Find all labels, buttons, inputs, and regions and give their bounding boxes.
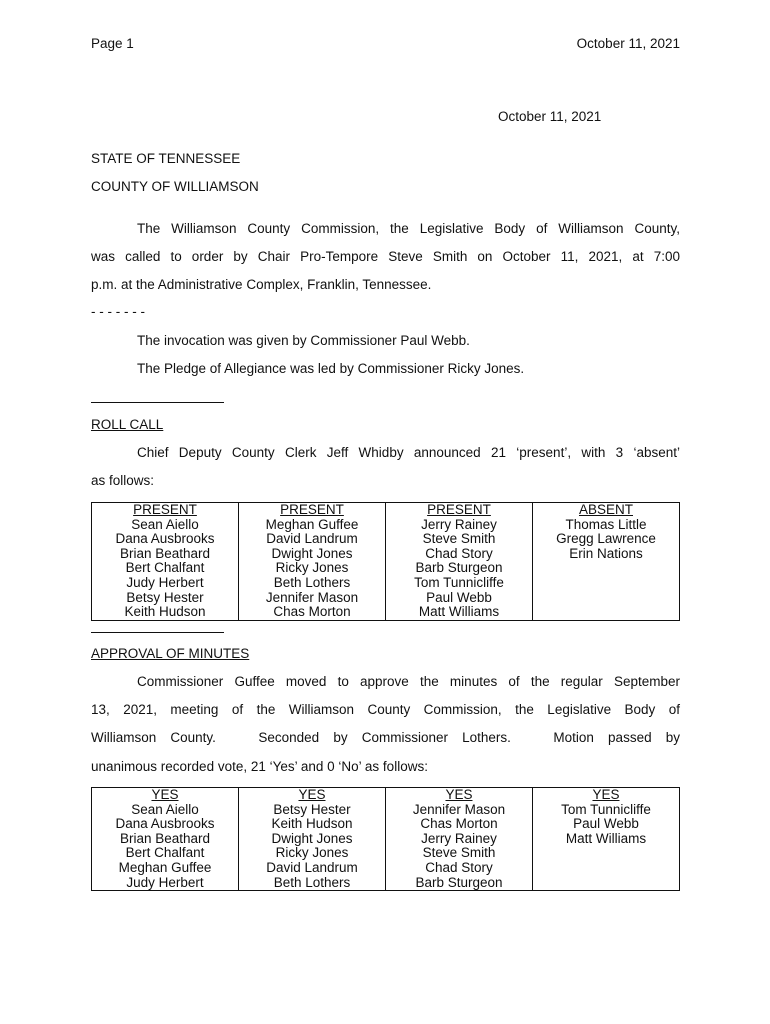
- table-row: [92, 547, 680, 562]
- column-header: YES: [92, 788, 239, 803]
- table-cell: Jennifer Mason: [239, 591, 386, 606]
- table-row: [92, 518, 680, 533]
- table-header-row: [92, 788, 680, 803]
- table-cell: Dwight Jones: [239, 547, 386, 562]
- table-cell: Steve Smith: [386, 846, 533, 861]
- table-cell: Judy Herbert: [92, 576, 239, 591]
- invocation-text: The invocation was given by Commissioner Paul Webb.: [137, 333, 470, 348]
- table-cell: Jennifer Mason: [386, 803, 533, 818]
- table-cell: Ricky Jones: [239, 561, 386, 576]
- table-cell: [533, 876, 680, 891]
- table-cell: Meghan Guffee: [239, 518, 386, 533]
- table-cell: Sean Aiello: [92, 803, 239, 818]
- table-cell: [533, 576, 680, 591]
- table-cell: Betsy Hester: [239, 803, 386, 818]
- table-cell: Jerry Rainey: [386, 518, 533, 533]
- table-cell: Beth Lothers: [239, 876, 386, 891]
- roll-call-line-2: as follows:: [91, 473, 155, 488]
- table-cell: Paul Webb: [386, 591, 533, 606]
- table-cell: Ricky Jones: [239, 846, 386, 861]
- minutes-line-1: Commissioner Guffee moved to approve the minutes of the regular September: [137, 674, 680, 689]
- table-cell: Barb Sturgeon: [386, 561, 533, 576]
- table-cell: Chad Story: [386, 547, 533, 562]
- pledge-text: The Pledge of Allegiance was led by Commissioner Ricky Jones.: [137, 361, 525, 376]
- minutes-vote-table: [91, 787, 680, 891]
- table-cell: Bert Chalfant: [92, 846, 239, 861]
- table-row: [92, 846, 680, 861]
- table-cell: Chas Morton: [386, 817, 533, 832]
- intro-line-2: was called to order by Chair Pro-Tempore Steve Smith on October 11, 2021, at 7:00: [91, 249, 680, 264]
- table-row: [92, 803, 680, 818]
- table-cell: Beth Lothers: [239, 576, 386, 591]
- table-cell: Judy Herbert: [92, 876, 239, 891]
- table-header-row: [92, 503, 680, 518]
- document-date: October 11, 2021: [498, 109, 602, 124]
- table-cell: Dana Ausbrooks: [92, 817, 239, 832]
- table-cell: Keith Hudson: [92, 605, 239, 620]
- intro-line-1: The Williamson County Commission, the Legislative Body of Williamson County,: [137, 221, 680, 236]
- table-cell: David Landrum: [239, 861, 386, 876]
- header-date: October 11, 2021: [576, 36, 680, 51]
- table-cell: Betsy Hester: [92, 591, 239, 606]
- table-row: [92, 876, 680, 891]
- column-header: YES: [386, 788, 533, 803]
- table-cell: Brian Beathard: [92, 832, 239, 847]
- roll-call-table: [91, 502, 680, 621]
- county-line: COUNTY OF WILLIAMSON: [91, 179, 259, 194]
- table-cell: Barb Sturgeon: [386, 876, 533, 891]
- table-cell: [533, 591, 680, 606]
- table-cell: [533, 861, 680, 876]
- table-cell: Bert Chalfant: [92, 561, 239, 576]
- column-header: ABSENT: [533, 503, 680, 518]
- column-header: YES: [239, 788, 386, 803]
- table-row: [92, 591, 680, 606]
- table-row: [92, 605, 680, 620]
- divider: [91, 632, 224, 633]
- table-row: [92, 861, 680, 876]
- table-cell: Thomas Little: [533, 518, 680, 533]
- table-cell: Matt Williams: [533, 832, 680, 847]
- table-row: [92, 576, 680, 591]
- table-cell: Paul Webb: [533, 817, 680, 832]
- table-cell: [533, 561, 680, 576]
- table-cell: Tom Tunnicliffe: [533, 803, 680, 818]
- table-cell: Dwight Jones: [239, 832, 386, 847]
- state-line: STATE OF TENNESSEE: [91, 151, 241, 166]
- minutes-line-2: 13, 2021, meeting of the Williamson County Commission, the Legislative Body of: [91, 702, 680, 717]
- table-cell: David Landrum: [239, 532, 386, 547]
- column-header: PRESENT: [92, 503, 239, 518]
- divider: [91, 402, 224, 403]
- table-cell: Meghan Guffee: [92, 861, 239, 876]
- table-row: [92, 817, 680, 832]
- column-header: PRESENT: [386, 503, 533, 518]
- table-cell: Steve Smith: [386, 532, 533, 547]
- page-number: Page 1: [91, 36, 134, 51]
- table-cell: Erin Nations: [533, 547, 680, 562]
- minutes-heading: APPROVAL OF MINUTES: [91, 646, 250, 661]
- table-cell: [533, 846, 680, 861]
- roll-call-line-1: Chief Deputy County Clerk Jeff Whidby announced 21 ‘present’, with 3 ‘absent’: [137, 445, 680, 460]
- table-row: [92, 561, 680, 576]
- table-cell: Dana Ausbrooks: [92, 532, 239, 547]
- table-cell: Sean Aiello: [92, 518, 239, 533]
- table-cell: Jerry Rainey: [386, 832, 533, 847]
- table-row: [92, 532, 680, 547]
- roll-call-heading: ROLL CALL: [91, 417, 164, 432]
- minutes-line-3: Williamson County. Seconded by Commissioner Lothers. Motion passed by: [91, 730, 680, 745]
- table-cell: Tom Tunnicliffe: [386, 576, 533, 591]
- table-cell: Matt Williams: [386, 605, 533, 620]
- column-header: PRESENT: [239, 503, 386, 518]
- minutes-line-4: unanimous recorded vote, 21 ‘Yes’ and 0 ‘No’ as follows:: [91, 759, 428, 774]
- column-header: YES: [533, 788, 680, 803]
- table-cell: Gregg Lawrence: [533, 532, 680, 547]
- table-cell: Chad Story: [386, 861, 533, 876]
- table-row: [92, 832, 680, 847]
- table-cell: Chas Morton: [239, 605, 386, 620]
- intro-line-3: p.m. at the Administrative Complex, Franklin, Tennessee.: [91, 277, 432, 292]
- table-cell: Keith Hudson: [239, 817, 386, 832]
- table-cell: Brian Beathard: [92, 547, 239, 562]
- separator: - - - - - - -: [91, 304, 145, 319]
- table-cell: [533, 605, 680, 620]
